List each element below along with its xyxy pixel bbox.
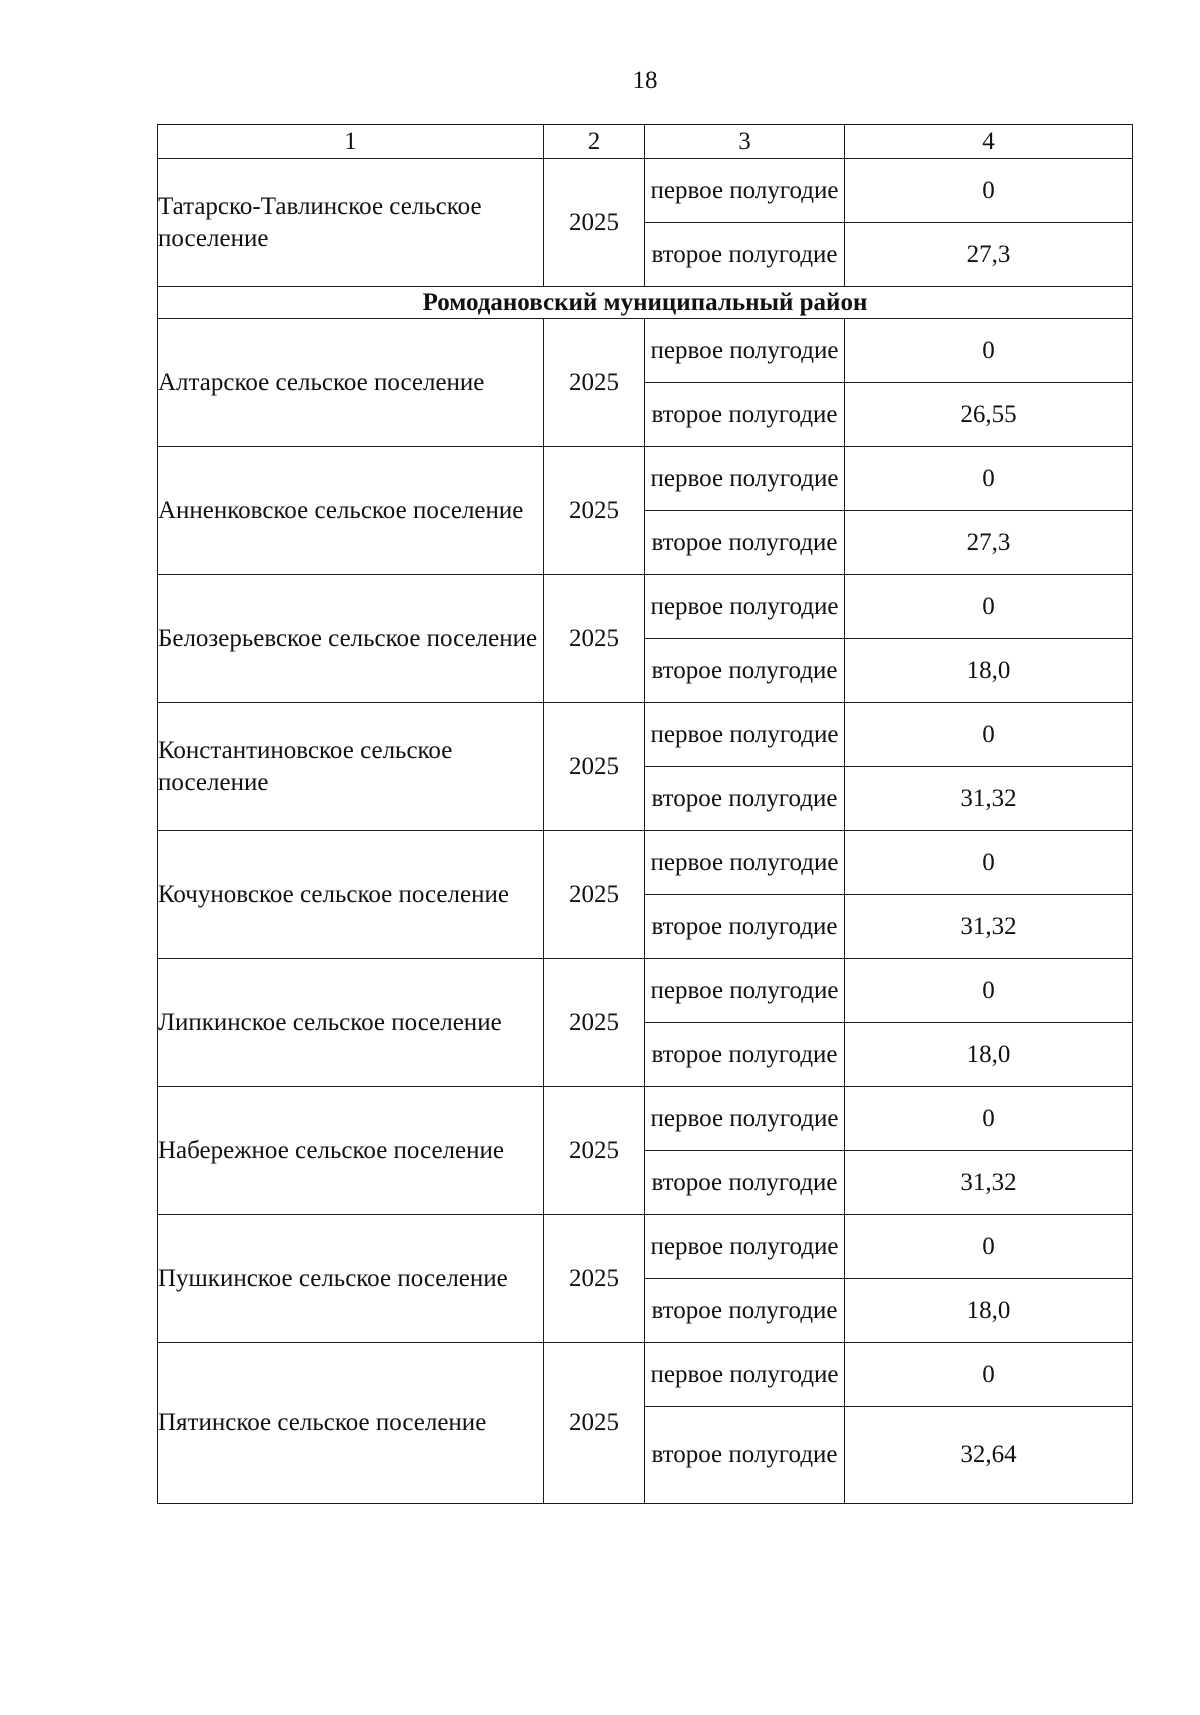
table-row	[158, 1087, 1133, 1151]
settlement-name: Константиновское сельское поселение	[158, 703, 544, 831]
value-cell: 18,0	[845, 639, 1133, 703]
column-number-3: 3	[645, 125, 845, 159]
value-cell: 18,0	[845, 1279, 1133, 1343]
value-cell: 26,55	[845, 383, 1133, 447]
value-cell: 0	[845, 319, 1133, 383]
column-number-2: 2	[544, 125, 645, 159]
period-cell: второе полугодие	[645, 383, 845, 447]
table-row	[158, 159, 1133, 223]
year-cell: 2025	[544, 831, 645, 959]
period-cell: второе полугодие	[645, 223, 845, 287]
period-cell: первое полугодие	[645, 703, 845, 767]
period-cell: второе полугодие	[645, 639, 845, 703]
value-cell: 0	[845, 1215, 1133, 1279]
table-row	[158, 959, 1133, 1023]
value-cell: 0	[845, 703, 1133, 767]
value-cell: 31,32	[845, 895, 1133, 959]
period-cell: первое полугодие	[645, 1087, 845, 1151]
table-row	[158, 447, 1133, 511]
value-cell: 0	[845, 831, 1133, 895]
settlement-name: Алтарское сельское поселение	[158, 319, 544, 447]
value-cell: 0	[845, 1087, 1133, 1151]
value-cell: 27,3	[845, 223, 1133, 287]
period-cell: второе полугодие	[645, 511, 845, 575]
value-cell: 18,0	[845, 1023, 1133, 1087]
settlement-name: Набережное сельское поселение	[158, 1087, 544, 1215]
period-cell: второе полугодие	[645, 1407, 845, 1504]
period-cell: первое полугодие	[645, 831, 845, 895]
value-cell: 0	[845, 1343, 1133, 1407]
value-cell: 0	[845, 959, 1133, 1023]
column-number-4: 4	[845, 125, 1133, 159]
period-cell: второе полугодие	[645, 1279, 845, 1343]
year-cell: 2025	[544, 447, 645, 575]
settlement-name: Анненковское сельское поселение	[158, 447, 544, 575]
table-row	[158, 575, 1133, 639]
table-row	[158, 319, 1133, 383]
value-cell: 0	[845, 447, 1133, 511]
value-cell: 31,32	[845, 1151, 1133, 1215]
region-title: Ромодановский муниципальный район	[158, 287, 1133, 319]
period-cell: первое полугодие	[645, 159, 845, 223]
settlement-name: Татарско-Тавлинское сельское поселение	[158, 159, 544, 287]
period-cell: первое полугодие	[645, 575, 845, 639]
region-row	[158, 287, 1133, 319]
period-cell: второе полугодие	[645, 895, 845, 959]
value-cell: 0	[845, 159, 1133, 223]
column-number-row	[158, 125, 1133, 159]
data-table	[157, 124, 1133, 1504]
column-number-1: 1	[158, 125, 544, 159]
period-cell: первое полугодие	[645, 319, 845, 383]
table-row	[158, 1215, 1133, 1279]
value-cell: 27,3	[845, 511, 1133, 575]
settlement-name: Кочуновское сельское поселение	[158, 831, 544, 959]
period-cell: второе полугодие	[645, 767, 845, 831]
period-cell: второе полугодие	[645, 1151, 845, 1215]
settlement-name: Пушкинское сельское поселение	[158, 1215, 544, 1343]
year-cell: 2025	[544, 1087, 645, 1215]
settlement-name: Белозерьевское сельское поселение	[158, 575, 544, 703]
settlement-name: Липкинское сельское поселение	[158, 959, 544, 1087]
settlement-name: Пятинское сельское поселение	[158, 1343, 544, 1504]
period-cell: первое полугодие	[645, 1215, 845, 1279]
table-row	[158, 831, 1133, 895]
year-cell: 2025	[544, 1343, 645, 1504]
page-number: 18	[632, 67, 658, 94]
year-cell: 2025	[544, 575, 645, 703]
value-cell: 32,64	[845, 1407, 1133, 1504]
period-cell: первое полугодие	[645, 1343, 845, 1407]
year-cell: 2025	[544, 319, 645, 447]
value-cell: 31,32	[845, 767, 1133, 831]
year-cell: 2025	[544, 703, 645, 831]
period-cell: первое полугодие	[645, 959, 845, 1023]
year-cell: 2025	[544, 1215, 645, 1343]
value-cell: 0	[845, 575, 1133, 639]
table-row	[158, 703, 1133, 767]
year-cell: 2025	[544, 959, 645, 1087]
period-cell: первое полугодие	[645, 447, 845, 511]
table-row	[158, 1343, 1133, 1407]
period-cell: второе полугодие	[645, 1023, 845, 1087]
year-cell: 2025	[544, 159, 645, 287]
